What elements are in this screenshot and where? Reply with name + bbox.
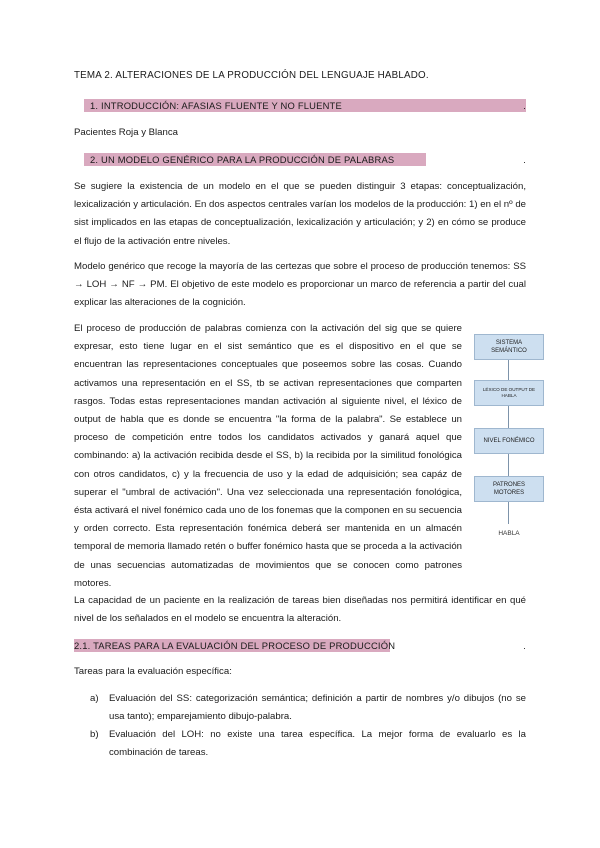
diagram-box-phonemic-level: NIVEL FONÉMICO <box>474 428 544 454</box>
paragraph-patient-capacity: La capacidad de un paciente en la realización de tareas bien diseñadas nos permitirá identificar en qué nivel de los señalados en el modelo se encuentra la alteración. <box>74 595 526 625</box>
patients-line: Pacientes Roja y Blanca <box>74 127 178 138</box>
diagram-connector <box>508 406 509 428</box>
diagram-box-motor-patterns: PATRONES MOTORES <box>474 476 544 502</box>
heading-trail: . <box>523 100 526 111</box>
diagram-connector <box>508 502 509 524</box>
section-heading-2-1 <box>74 639 526 652</box>
production-model-diagram <box>474 334 544 544</box>
section-heading-2 <box>74 153 526 166</box>
diagram-connector <box>508 454 509 476</box>
diagram-box-output-lexicon: LÉXICO DE OUTPUT DE HABLA <box>474 380 544 406</box>
paragraph-production-process: El proceso de producción de palabras comienza con la activación del sig que se quiere expresar, esto tiene lugar en el sist semántico que es el dispositivo en el que se encuentran las representaciones conceptuales que poseemos sobre las cosas. Cuando activamos una representación en el SS, tb se activan representaciones que comparten rasgos. Todas estas representaciones mandan activación al siguiente nivel, el léxico de output de habla que es donde se encuentra "la forma de la palabra". Se establece un proceso de competición entre todos los candidatos activados y ganará aquel que combinando: a) la activación recibida desde el SS, b) la recibida por la similitud fonológica con otros candidatos, c) y la frecuencia de uso y la edad de adquisición; sea capáz de superar el "umbral de activación". Una vez seleccionada una representación fonológica, ésta activará el nivel fonémico cada uno de los fonemas que la componen en su secuencia y orden correcto. Esta representación fonémica deberá ser mantenida en un almacén temporal de memoria llamado retén o buffer fonémico hasta que se proceda a la activación de unas secuencias automatizadas de movimientos que se conocen como patrones motores. <box>74 323 462 589</box>
heading-text: 2. UN MODELO GENÉRICO PARA LA PRODUCCIÓN DE PALABRAS <box>90 154 395 165</box>
heading-text: 2.1. TAREAS PARA LA EVALUACIÓN DEL PROCESO DE PRODUCCIÓN <box>74 640 396 651</box>
diagram-output-label: HABLA <box>498 530 520 537</box>
heading-text: 1. INTRODUCCIÓN: AFASIAS FLUENTE Y NO FLUENTE <box>90 100 342 111</box>
heading-trail: . <box>523 154 526 165</box>
tasks-intro: Tareas para la evaluación específica: <box>74 666 232 677</box>
list-item-text: Evaluación del SS: categorización semántica; definición a partir de nombres y/o dibujos (no se usa tanto); emparejamiento dibujo-palabra. <box>109 693 526 723</box>
section-heading-1 <box>74 99 526 112</box>
list-item <box>90 690 526 726</box>
list-marker: a) <box>90 693 99 704</box>
document-title: TEMA 2. ALTERACIONES DE LA PRODUCCIÓN DEL LENGUAJE HABLADO. <box>74 70 429 81</box>
paragraph-model-stages: Se sugiere la existencia de un modelo en el que se pueden distinguir 3 etapas: conceptualización, lexicalización y articulación. En dos aspectos centrales varían los modelos de la producción: 1) en el nº de sist implicados en las etapas de conceptualización, lexicalización y articulación; y 2) en cómo se produce el flujo de la activación entre niveles. <box>74 181 526 247</box>
list-item-text: Evaluación del LOH: no existe una tarea específica. La mejor forma de evaluarlo es la combinación de tareas. <box>109 729 526 759</box>
heading-trail: . <box>523 640 526 651</box>
diagram-connector <box>508 360 509 380</box>
list-item <box>90 726 526 762</box>
list-marker: b) <box>90 729 99 740</box>
diagram-box-semantic-system: SISTEMA SEMÁNTICO <box>474 334 544 360</box>
paragraph-generic-model: Modelo genérico que recoge la mayoría de las certezas que sobre el proceso de producción tenemos: SS → LOH → NF → PM. El objetivo de este modelo es proporcionar un marco de referencia a partir del cual explicar las alteraciones de la cognición. <box>74 261 526 309</box>
